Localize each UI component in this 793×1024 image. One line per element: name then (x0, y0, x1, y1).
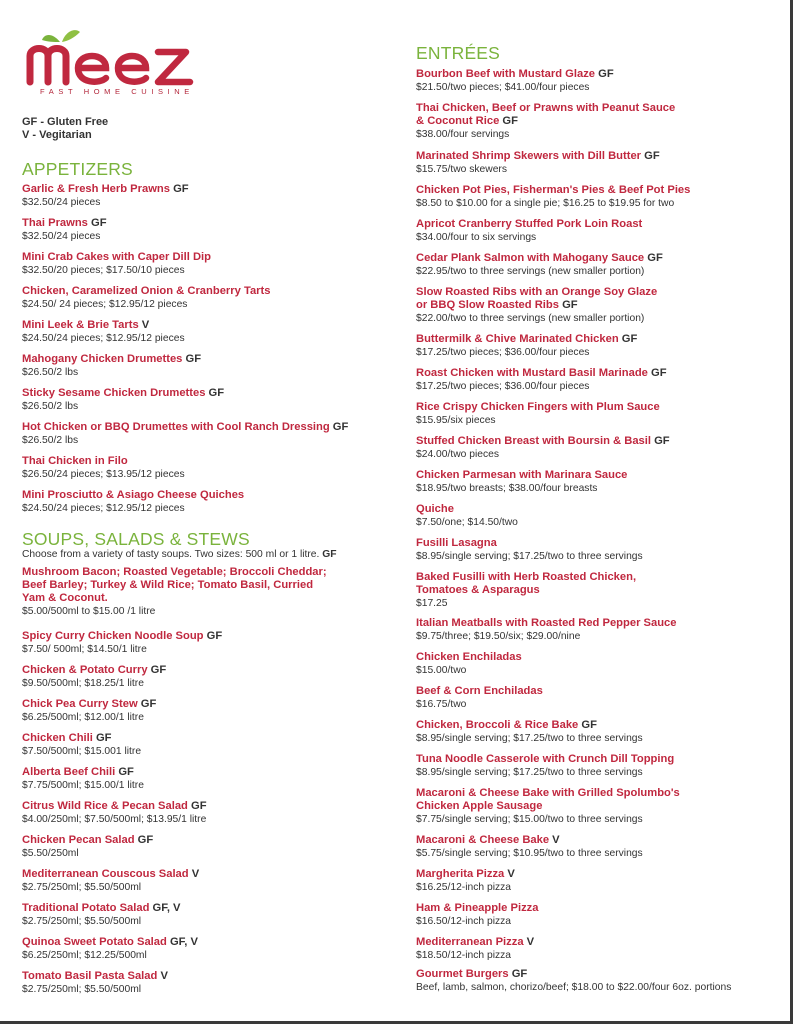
item-name-text: Mediterranean Pizza (416, 936, 524, 948)
leaf-left-icon (42, 35, 60, 42)
appetizer-menu-item (22, 353, 201, 379)
item-name-text: Bourbon Beef with Mustard Glaze (416, 68, 596, 80)
item-name (416, 584, 636, 597)
item-name-text: Spicy Curry Chicken Noodle Soup (22, 630, 204, 642)
item-price: $24.50/24 pieces; $12.95/12 pieces (22, 503, 185, 514)
item-name (22, 566, 327, 579)
item-name-text: Chicken Pot Pies, Fisherman's Pies & Beef Pot Pies (416, 184, 691, 196)
item-price: $4.00/250ml; $7.50/500ml; $13.95/1 litre (22, 814, 207, 825)
item-name (416, 115, 675, 128)
appetizer-menu-item (22, 251, 211, 277)
item-name (416, 902, 538, 915)
dietary-tag: GF (647, 367, 667, 379)
entree-menu-item (416, 936, 534, 962)
item-name-text: Macaroni & Cheese Bake with Grilled Spolumbo's (416, 787, 680, 799)
item-name-text: Cedar Plank Salmon with Mahogany Sauce (416, 252, 645, 264)
item-name (22, 664, 166, 677)
item-name (416, 401, 660, 414)
dietary-tag: GF (641, 150, 660, 162)
item-price: $26.50/2 lbs (22, 367, 79, 378)
item-name (416, 299, 657, 312)
dietary-tag: V (188, 868, 200, 880)
item-name-text: Chicken Parmesan with Marinara Sauce (416, 469, 628, 481)
item-price: $7.50/ 500ml; $14.50/1 litre (22, 644, 147, 655)
item-price: $26.50/2 lbs (22, 401, 79, 412)
item-name (416, 150, 660, 163)
entree-menu-item (416, 469, 627, 495)
item-price: $2.75/250ml; $5.50/500ml (22, 916, 142, 927)
item-name-text: Tomato Basil Pasta Salad (22, 970, 158, 982)
item-price: $18.95/two breasts; $38.00/four breasts (416, 483, 598, 494)
dietary-tag: GF (147, 664, 167, 676)
item-name (416, 286, 657, 299)
item-name-text: Marinated Shrimp Skewers with Dill Butter (416, 150, 642, 162)
item-price: $34.00/four to six servings (416, 232, 537, 243)
dietary-legend (22, 116, 108, 142)
item-name (416, 936, 534, 949)
item-name (416, 537, 643, 550)
soups-title: SOUPS, SALADS & STEWS (22, 529, 250, 549)
item-price: $6.25/500ml; $12.00/1 litre (22, 712, 144, 723)
item-name-text: Buttermilk & Chive Marinated Chicken (416, 333, 619, 345)
item-name-text: Alberta Beef Chili (22, 766, 116, 778)
item-price: $24.00/two pieces (416, 449, 500, 460)
item-name (416, 787, 680, 800)
dietary-tag: GF (169, 183, 189, 195)
entree-menu-item (416, 685, 543, 711)
item-price: $8.95/single serving; $17.25/two to three servings (416, 551, 643, 562)
entree-menu-item (416, 252, 663, 278)
entree-menu-item (416, 333, 637, 359)
item-price: $18.50/12-inch pizza (416, 950, 512, 961)
item-name (22, 489, 244, 502)
dietary-tag: GF (618, 333, 638, 345)
item-price: $9.50/500ml; $18.25/1 litre (22, 678, 144, 689)
soups-note (22, 549, 337, 561)
item-name-text: Chicken Pecan Salad (22, 834, 135, 846)
item-name-text: Slow Roasted Ribs with an Orange Soy Glaze (416, 286, 658, 298)
entree-menu-item (416, 968, 731, 994)
item-name-text: Beef & Corn Enchiladas (416, 685, 543, 697)
entree-menu-item (416, 571, 636, 610)
item-name-text: Traditional Potato Salad (22, 902, 150, 914)
item-name (416, 651, 522, 664)
item-name-text: Margherita Pizza (416, 868, 505, 880)
entree-menu-item (416, 367, 667, 393)
item-name (22, 834, 153, 847)
item-price: $24.50/ 24 pieces; $12.95/12 pieces (22, 299, 188, 310)
item-name (22, 698, 156, 711)
item-name-text: Thai Chicken, Beef or Prawns with Peanut Sauce (416, 102, 676, 114)
item-name (22, 183, 189, 196)
logo-tagline: FAST HOME CUISINE (40, 87, 194, 96)
item-name-text: Thai Chicken in Filo (22, 455, 128, 467)
item-name (22, 387, 224, 400)
item-name (416, 435, 670, 448)
dietary-tag: GF (595, 68, 614, 80)
item-name (22, 732, 141, 745)
item-name (416, 868, 515, 881)
dietary-tag: GF (329, 421, 349, 433)
item-name (22, 579, 327, 592)
item-price: $8.95/single serving; $17.25/two to three servings (416, 767, 643, 778)
soup-menu-item (22, 936, 198, 962)
item-price: $15.75/two skewers (416, 164, 508, 175)
entree-menu-item (416, 834, 643, 860)
item-name-text: Mahogany Chicken Drumettes (22, 353, 183, 365)
item-name (22, 868, 199, 881)
item-name (22, 902, 181, 915)
dietary-tag: V (504, 868, 515, 880)
item-name-text: Chicken, Caramelized Onion & Cranberry Tarts (22, 285, 271, 297)
appetizers-title: APPETIZERS (22, 159, 133, 179)
item-name (416, 685, 543, 698)
entree-menu-item (416, 218, 642, 244)
item-name (22, 970, 168, 983)
item-name (416, 367, 667, 380)
item-price: $17.25 (416, 598, 448, 609)
item-name (22, 353, 201, 366)
soup-menu-item (22, 664, 166, 690)
entree-menu-item (416, 868, 515, 894)
entree-menu-item (416, 787, 680, 826)
dietary-tag: GF (558, 299, 578, 311)
appetizer-menu-item (22, 489, 244, 515)
item-name (22, 319, 185, 332)
item-name-text: Thai Prawns (22, 217, 88, 229)
item-name-text: Italian Meatballs with Roasted Red Pepper Sauce (416, 617, 677, 629)
entree-menu-item (416, 102, 675, 141)
item-name-text: Beef Barley; Turkey & Wild Rice; Tomato Basil, Curried (22, 579, 314, 591)
logo-letter-z (158, 52, 190, 82)
dietary-tag: GF (644, 252, 663, 264)
item-price: $16.75/two (416, 699, 467, 710)
dietary-tag: GF (499, 115, 518, 127)
soups-note-tag: GF (322, 549, 337, 560)
appetizer-menu-item (22, 217, 107, 243)
item-name (22, 766, 144, 779)
item-name-text: or BBQ Slow Roasted Ribs (416, 299, 559, 311)
item-price: $32.50/20 pieces; $17.50/10 pieces (22, 265, 185, 276)
meez-logo-graphic (22, 28, 227, 90)
item-name (416, 968, 731, 981)
appetizer-menu-item (22, 387, 224, 413)
appetizer-menu-item (22, 319, 185, 345)
appetizer-menu-item (22, 285, 270, 311)
item-name-text: Baked Fusilli with Herb Roasted Chicken, (416, 571, 637, 583)
item-name (22, 217, 107, 230)
entree-menu-item (416, 184, 690, 210)
item-price: $22.95/two to three servings (new smaller portion) (416, 266, 645, 277)
appetizer-menu-item (22, 455, 185, 481)
dietary-tag: GF, V (166, 936, 198, 948)
item-name-text: Roast Chicken with Mustard Basil Marinade (416, 367, 648, 379)
item-name-text: Yam & Coconut. (22, 592, 108, 604)
item-name-text: Citrus Wild Rice & Pecan Salad (22, 800, 188, 812)
soup-menu-item (22, 800, 207, 826)
legend-v: V - Vegitarian (22, 129, 92, 141)
dietary-tag: GF (137, 698, 157, 710)
item-price: $9.75/three; $19.50/six; $29.00/nine (416, 631, 581, 642)
item-name (416, 252, 663, 265)
item-name-text: Gourmet Burgers (416, 968, 509, 980)
dietary-tag: GF (92, 732, 112, 744)
item-name-text: Garlic & Fresh Herb Prawns (22, 183, 170, 195)
item-name-text: Quinoa Sweet Potato Salad (22, 936, 167, 948)
entree-menu-item (416, 537, 643, 563)
dietary-tag: GF (134, 834, 154, 846)
dietary-tag: GF, V (149, 902, 181, 914)
dietary-tag: GF (187, 800, 207, 812)
item-name (22, 800, 207, 813)
dietary-tag: V (157, 970, 168, 982)
item-price: $2.75/250ml; $5.50/500ml (22, 984, 142, 995)
item-name-text: Fusilli Lasagna (416, 537, 497, 549)
item-price: $5.75/single serving; $10.95/two to three servings (416, 848, 643, 859)
soups-note-text: Choose from a variety of tasty soups. Two sizes: 500 ml or 1 litre. (22, 549, 320, 560)
item-name-text: Mediterranean Couscous Salad (22, 868, 189, 880)
item-price: $38.00/four servings (416, 129, 510, 140)
item-name-text: Tomatoes & Asparagus (416, 584, 540, 596)
item-name-text: Mini Crab Cakes with Caper Dill Dip (22, 251, 211, 263)
item-name (416, 68, 614, 81)
dietary-tag: GF (508, 968, 528, 980)
item-price: $5.00/500ml to $15.00 /1 litre (22, 606, 156, 617)
entree-menu-item (416, 150, 660, 176)
item-price: $32.50/24 pieces (22, 231, 101, 242)
item-name-text: Hot Chicken or BBQ Drumettes with Cool Ranch Dressing (22, 421, 330, 433)
item-name (22, 630, 222, 643)
soup-menu-item (22, 698, 156, 724)
item-name-text: Chicken Apple Sausage (416, 800, 543, 812)
item-name-text: Mini Leek & Brie Tarts (22, 319, 139, 331)
entree-menu-item (416, 719, 643, 745)
appetizer-menu-item (22, 421, 348, 447)
dietary-tag: GF (578, 719, 597, 731)
item-name-text: Tuna Noodle Casserole with Crunch Dill Topping (416, 753, 675, 765)
item-price: $7.50/one; $14.50/two (416, 517, 518, 528)
dietary-tag: GF (203, 630, 223, 642)
logo-letter-m (30, 49, 66, 83)
item-price: $15.00/two (416, 665, 467, 676)
item-price: $7.75/500ml; $15.00/1 litre (22, 780, 144, 791)
item-name-text: Apricot Cranberry Stuffed Pork Loin Roast (416, 218, 643, 230)
entree-menu-item (416, 617, 677, 643)
soup-menu-item (22, 766, 144, 792)
soup-menu-item (22, 868, 199, 894)
entrees-title: ENTRÉES (416, 43, 501, 63)
item-name (416, 102, 675, 115)
item-name-text: Ham & Pineapple Pizza (416, 902, 539, 914)
item-name-text: Macaroni & Cheese Bake (416, 834, 550, 846)
dietary-tag: GF (205, 387, 225, 399)
item-price: $5.50/250ml (22, 848, 79, 859)
item-name-text: Chicken, Broccoli & Rice Bake (416, 719, 579, 731)
entree-menu-item (416, 435, 670, 461)
item-name (22, 455, 185, 468)
item-price: $16.25/12-inch pizza (416, 882, 512, 893)
item-name (416, 719, 643, 732)
entree-menu-item (416, 286, 657, 325)
item-price: $8.50 to $10.00 for a single pie; $16.25 to $19.95 for two (416, 198, 675, 209)
item-price: $7.75/single serving; $15.00/two to three servings (416, 814, 643, 825)
item-name (22, 592, 327, 605)
item-name (22, 421, 348, 434)
dietary-tag: GF (87, 217, 107, 229)
item-name (22, 251, 211, 264)
soup-menu-item (22, 732, 141, 758)
soup-menu-item (22, 630, 222, 656)
item-name (416, 800, 680, 813)
appetizer-menu-item (22, 183, 189, 209)
item-name (416, 834, 643, 847)
item-price: $15.95/six pieces (416, 415, 496, 426)
logo-letter-e1 (78, 56, 106, 82)
item-price: $7.50/500ml; $15.001 litre (22, 746, 142, 757)
item-name-text: & Coconut Rice (416, 115, 500, 127)
soup-menu-item (22, 566, 327, 618)
item-price: $2.75/250ml; $5.50/500ml (22, 882, 142, 893)
item-name-text: Rice Crispy Chicken Fingers with Plum Sauce (416, 401, 660, 413)
item-name-text: Mushroom Bacon; Roasted Vegetable; Broccoli Cheddar; (22, 566, 327, 578)
item-name (416, 333, 637, 346)
item-price: $17.25/two pieces; $36.00/four pieces (416, 381, 590, 392)
item-price: $21.50/two pieces; $41.00/four pieces (416, 82, 590, 93)
dietary-tag: GF (650, 435, 670, 447)
item-name (416, 218, 642, 231)
dietary-tag: V (549, 834, 560, 846)
item-price: $17.25/two pieces; $36.00/four pieces (416, 347, 590, 358)
logo-letter-e2 (118, 56, 146, 82)
item-name-text: Chick Pea Curry Stew (22, 698, 138, 710)
item-price: $16.50/12-inch pizza (416, 916, 512, 927)
item-price: $22.00/two to three servings (new smaller portion) (416, 313, 645, 324)
item-name-text: Chicken Chili (22, 732, 93, 744)
soup-menu-item (22, 834, 153, 860)
leaf-right-icon (62, 30, 80, 42)
dietary-tag: GF (115, 766, 134, 778)
entree-menu-item (416, 401, 660, 427)
item-name (416, 571, 636, 584)
dietary-tag: V (138, 319, 150, 331)
item-name-text: Quiche (416, 503, 454, 515)
soup-menu-item (22, 902, 181, 928)
item-name (416, 469, 627, 482)
item-name (22, 285, 270, 298)
item-name-text: Chicken & Potato Curry (22, 664, 148, 676)
item-name-text: Sticky Sesame Chicken Drumettes (22, 387, 206, 399)
entree-menu-item (416, 902, 538, 928)
item-price: $6.25/250ml; $12.25/500ml (22, 950, 147, 961)
item-name-text: Stuffed Chicken Breast with Boursin & Basil (416, 435, 651, 447)
item-name-text: Chicken Enchiladas (416, 651, 522, 663)
entree-menu-item (416, 651, 522, 677)
item-name (416, 503, 518, 516)
item-name (22, 936, 198, 949)
legend-gf: GF - Gluten Free (22, 116, 109, 128)
dietary-tag: GF (182, 353, 202, 365)
item-name (416, 753, 674, 766)
item-name-text: Mini Prosciutto & Asiago Cheese Quiches (22, 489, 245, 501)
item-name (416, 184, 690, 197)
item-price: Beef, lamb, salmon, chorizo/beef; $18.00 to $22.00/four 6oz. portions (416, 982, 732, 993)
item-price: $32.50/24 pieces (22, 197, 101, 208)
entree-menu-item (416, 503, 518, 529)
item-price: $24.50/24 pieces; $12.95/12 pieces (22, 333, 185, 344)
soup-menu-item (22, 970, 168, 996)
dietary-tag: V (523, 936, 535, 948)
item-price: $26.50/24 pieces; $13.95/12 pieces (22, 469, 185, 480)
entree-menu-item (416, 753, 674, 779)
item-name (416, 617, 677, 630)
item-price: $8.95/single serving; $17.25/two to three servings (416, 733, 643, 744)
entree-menu-item (416, 68, 614, 94)
item-price: $26.50/2 lbs (22, 435, 79, 446)
